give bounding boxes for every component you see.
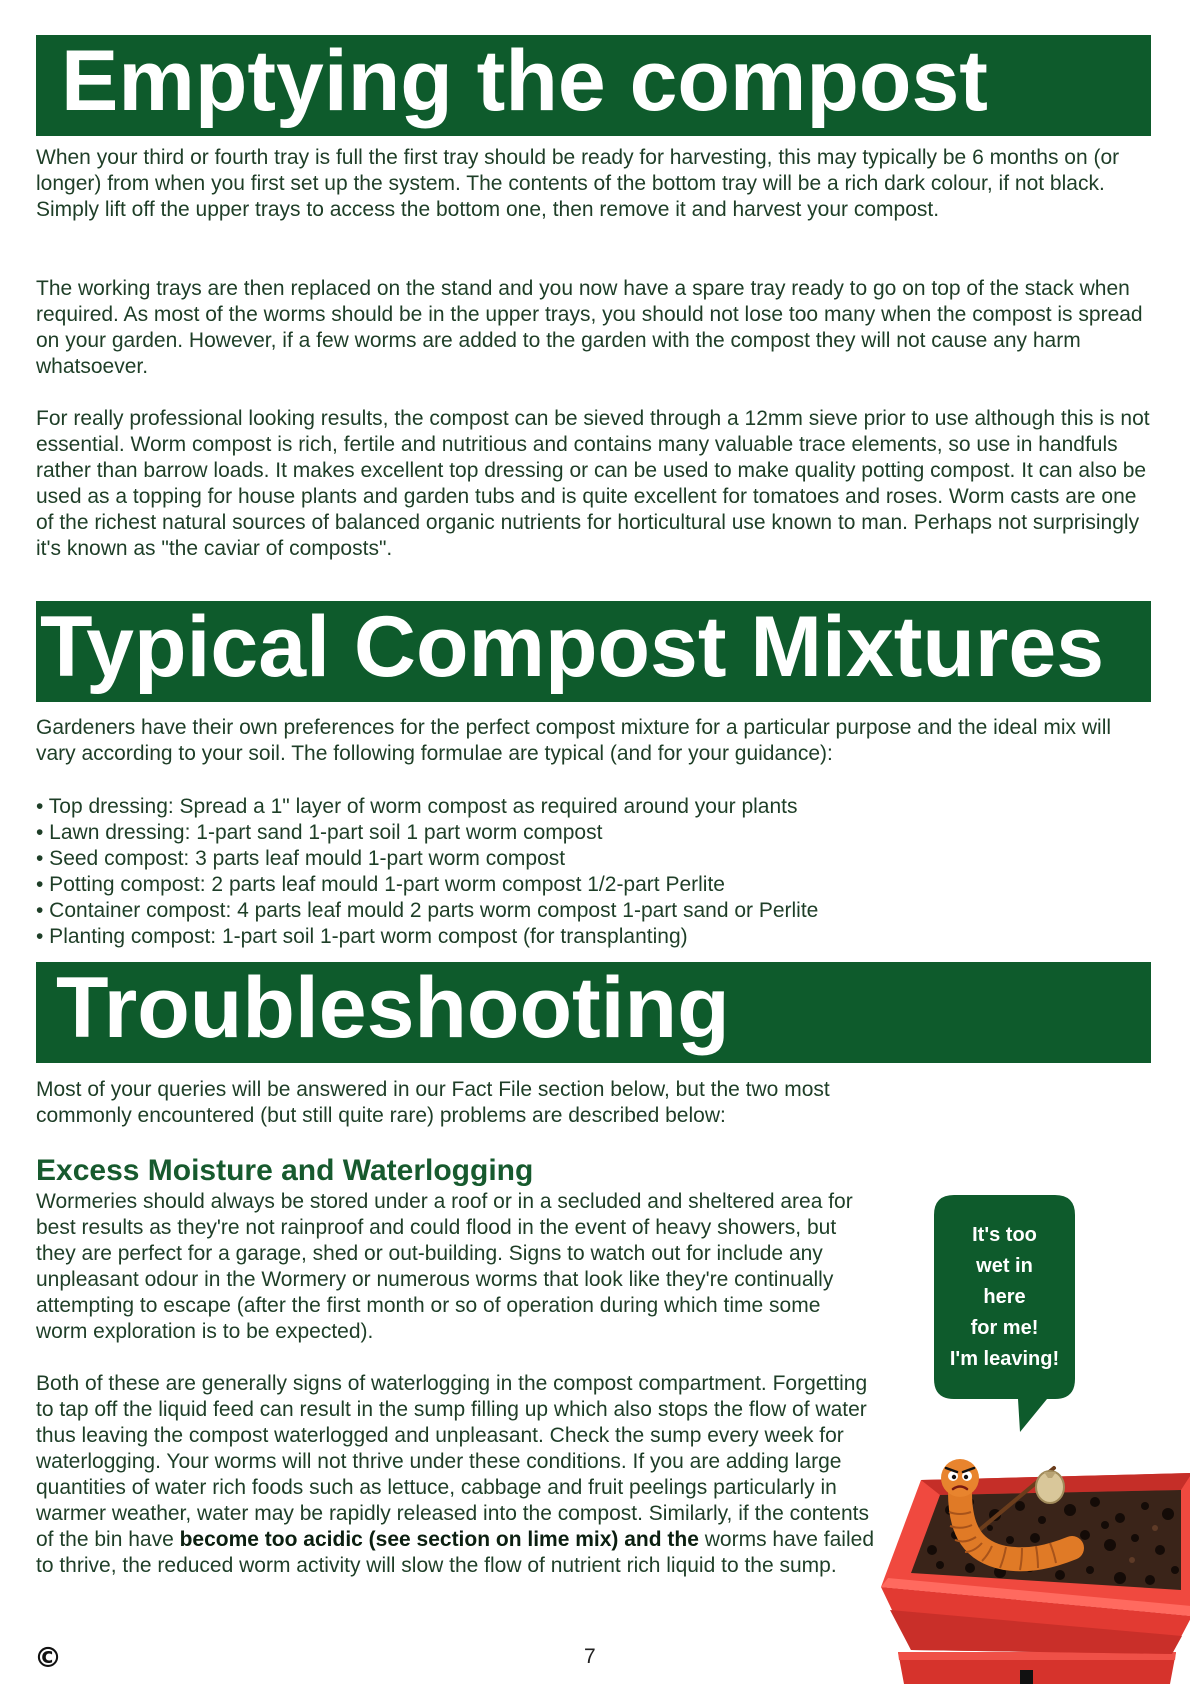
section-banner-emptying bbox=[36, 35, 1151, 136]
page-number: 7 bbox=[584, 1645, 596, 1668]
list-item: • Seed compost: 3 parts leaf mould 1-part worm compost bbox=[36, 847, 566, 870]
paragraph-text: Both of these are generally signs of waterlogging in the compost compartment. Forgetting to tap off the liquid feed can result in the sump filling up which also stops the flow of water thus leaving the compost waterlogged and unpleasant. Check the sump every week for waterlogging. Your worms will not thrive under these conditions. If you are adding large quantities of water rich foods such as lettuce, cabbage and fruit peelings particularly in warmer weather, water may be rapidly released into the compost. Similarly, if the contents of the bin have bbox=[36, 1372, 869, 1551]
list-item: • Lawn dressing: 1-part sand 1-part soil 1 part worm compost bbox=[36, 821, 603, 844]
paragraph-wormery-storage: Wormeries should always be stored under a roof or in a secluded and sheltered area for best results as they're not rainproof and could flood in the event of heavy showers, but they are perfect for a garage, shed or out-building. Signs to watch out for include any unpleasant odour in the Wormery or numerous worms that look like they're continually attempting to escape (after the first month or so of operation during which time some worm exploration is to be expected). bbox=[36, 1190, 853, 1343]
speech-bubble-line: I'm leaving! bbox=[949, 1347, 1060, 1370]
paragraph-troubleshooting-intro: Most of your queries will be answered in our Fact File section below, but the two most commonly encountered (but still quite rare) problems are described below: bbox=[36, 1078, 830, 1127]
list-item: • Planting compost: 1-part soil 1-part worm compost (for transplanting) bbox=[36, 925, 688, 948]
copyright-symbol: © bbox=[34, 1641, 62, 1674]
list-item: • Top dressing: Spread a 1" layer of worm compost as required around your plants bbox=[36, 795, 798, 818]
paragraph-sieving-uses: For really professional looking results, the compost can be sieved through a 12mm sieve prior to use although this is not essential. Worm compost is rich, fertile and nutritious and contains many valuable trace elements, so use in handfuls rather than barrow loads. It makes excellent top dressing or can be used to make quality potting compost. It can also be used as a topping for house plants and garden tubs and is quite excellent for tomatoes and roses. Worm casts are one of the richest natural sources of balanced organic nutrients for horticultural use known to man. Perhaps not surprisingly it's known as "the caviar of composts". bbox=[36, 407, 1150, 560]
section-title-troubleshooting: Troubleshooting bbox=[56, 962, 730, 1056]
speech-bubble-line: wet in bbox=[976, 1254, 1033, 1277]
paragraph-mixtures-intro: Gardeners have their own preferences for the perfect compost mixture for a particular purpose and the ideal mix will vary according to your soil. The following formulae are typical (and for your guidance): bbox=[36, 716, 1112, 765]
section-banner-troubleshooting bbox=[36, 962, 1151, 1063]
paragraph-waterlogging-signs bbox=[36, 1371, 876, 1579]
worm-leaving-wormery-illustration bbox=[870, 1440, 1190, 1684]
mixtures-bullet-list bbox=[36, 794, 1151, 950]
subheading-excess-moisture: Excess Moisture and Waterlogging bbox=[36, 1154, 534, 1187]
list-item: • Container compost: 4 parts leaf mould 2 parts worm compost 1-part sand or Perlite bbox=[36, 899, 819, 922]
emphasized-text: become too acidic (see section on lime mix) and the bbox=[179, 1528, 699, 1551]
list-item: • Potting compost: 2 parts leaf mould 1-part worm compost 1/2-part Perlite bbox=[36, 873, 725, 896]
paragraph-working-trays: The working trays are then replaced on the stand and you now have a spare tray ready to go on top of the stack when required. As most of the worms should be in the upper trays, you should not lose too many when the compost is spread on your garden. However, if a few worms are added to the garden with the compost they will not cause any harm whatsoever. bbox=[36, 277, 1143, 378]
section-title-emptying: Emptying the compost bbox=[61, 35, 988, 129]
speech-bubble-line: here bbox=[983, 1285, 1026, 1308]
section-title-mixtures: Typical Compost Mixtures bbox=[40, 601, 1105, 695]
speech-bubble-text bbox=[934, 1195, 1075, 1399]
speech-bubble-line: It's too bbox=[972, 1223, 1037, 1246]
section-banner-mixtures bbox=[36, 601, 1151, 702]
paragraph-harvesting: When your third or fourth tray is full the first tray should be ready for harvesting, this may typically be 6 months on (or longer) from when you first set up the system. The contents of the bottom tray will be a rich dark colour, if not black. Simply lift off the upper trays to access the bottom one, then remove it and harvest your compost. bbox=[36, 146, 1120, 221]
paragraph-text: worms have failed to thrive, the reduced worm activity will slow the flow of nutrient rich liquid to the sump. bbox=[36, 1528, 874, 1577]
speech-bubble-line: for me! bbox=[970, 1316, 1039, 1339]
